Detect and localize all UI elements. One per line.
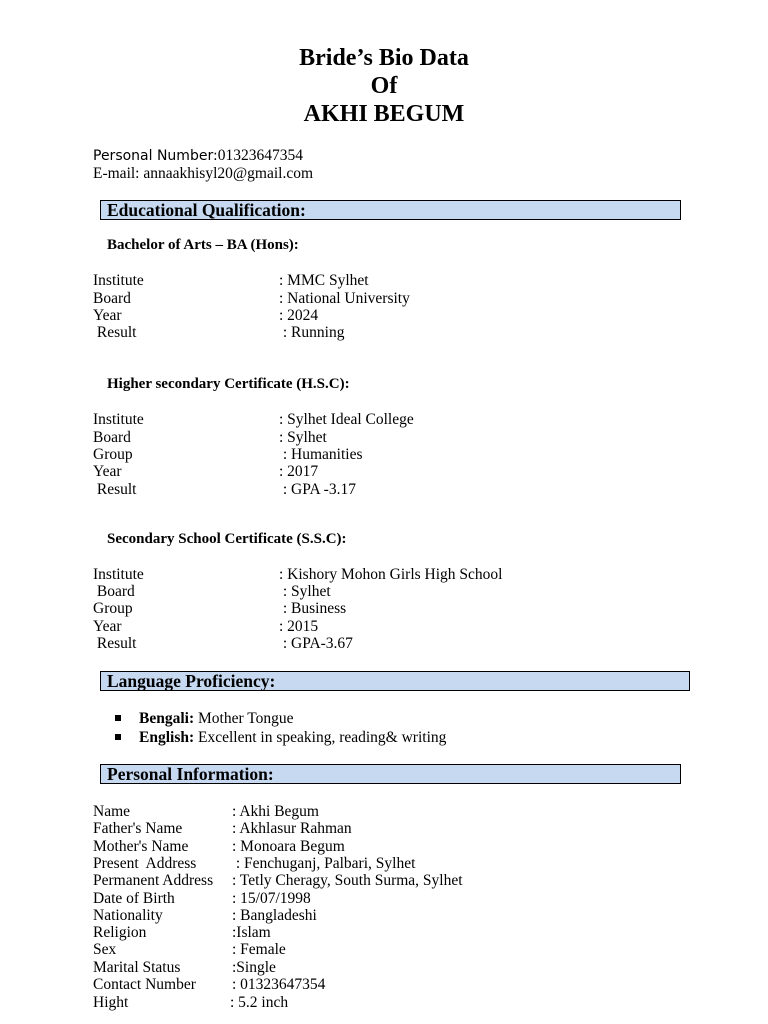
row-key: Institute [93, 272, 144, 289]
row-value: : GPA -3.17 [279, 481, 356, 498]
row-key: Institute [93, 411, 144, 428]
row-value: : Akhlasur Rahman [232, 820, 352, 838]
row-key: Year [93, 463, 122, 480]
email: E-mail: annaakhisyl20@gmail.com [93, 165, 314, 182]
row-value: : 01323647354 [232, 976, 326, 993]
row-key: Group [93, 600, 133, 617]
row-value: : 2024 [279, 307, 319, 324]
row-value: : 2015 [279, 618, 319, 635]
row-key: Present Address [93, 854, 197, 872]
row-value: : Humanities [279, 446, 363, 463]
personal-number-value: 01323647354 [217, 147, 303, 164]
row-key: Contact Number [93, 976, 196, 993]
row-value: : MMC Sylhet [279, 272, 369, 289]
row-value: :Islam [232, 924, 271, 942]
section-language-proficiency: Language Proficiency: [100, 671, 690, 691]
hsc-heading: Higher secondary Certificate (H.S.C): [107, 376, 350, 392]
row-value: : Female [232, 941, 286, 959]
row-value: : 5.2 inch [230, 994, 289, 1011]
row-key: Board [93, 428, 131, 446]
row-key: Year [93, 307, 122, 324]
row-key: Father's Name [93, 820, 183, 838]
row-key: Date of Birth [93, 889, 175, 907]
square-bullet-icon [115, 734, 121, 740]
row-value: : Monoara Begum [232, 837, 345, 855]
row-key: Result [93, 635, 137, 652]
row-key: Result [93, 481, 137, 498]
row-key: Board [93, 583, 135, 600]
row-value: : Sylhet [279, 428, 327, 446]
row-key: Institute [93, 566, 144, 583]
language-label: English: [139, 729, 195, 746]
row-value: : Bangladeshi [232, 906, 317, 924]
row-value: : GPA-3.67 [279, 635, 353, 652]
row-key: Religion [93, 924, 147, 942]
row-key: Group [93, 446, 133, 463]
row-key: Name [93, 803, 131, 820]
section-educational-qualification: Educational Qualification: [100, 200, 681, 220]
personal-number [93, 147, 303, 165]
row-value: : Akhi Begum [232, 803, 319, 820]
row-key: Year [93, 618, 122, 635]
row-value: : National University [279, 289, 410, 307]
row-key: Nationality [93, 906, 163, 924]
row-key: Hight [93, 994, 129, 1011]
row-value: : Sylhet Ideal College [279, 411, 414, 428]
language-label: Bengali: [139, 710, 195, 727]
row-value: : Business [279, 600, 347, 617]
row-key: Marital Status [93, 958, 181, 976]
language-text: Excellent in speaking, reading& writing [194, 729, 447, 746]
row-value: : Sylhet [279, 583, 331, 600]
personal-number-label: Personal Number: [93, 148, 218, 164]
row-value: : Running [279, 324, 345, 341]
ssc-heading: Secondary School Certificate (S.S.C): [107, 531, 347, 547]
language-text: Mother Tongue [194, 710, 294, 727]
row-value: : Tetly Cheragy, South Surma, Sylhet [232, 872, 463, 890]
row-key: Result [93, 324, 137, 341]
row-value: :Single [232, 958, 276, 976]
title-line-3: AKHI BEGUM [303, 101, 465, 127]
row-value: : Kishory Mohon Girls High School [279, 566, 503, 583]
title-line-1: Bride’s Bio Data [299, 45, 469, 71]
row-value: : 15/07/1998 [232, 889, 311, 907]
row-key: Board [93, 289, 131, 307]
ba-heading: Bachelor of Arts – BA (Hons): [107, 237, 299, 253]
row-key: Permanent Address [93, 872, 214, 890]
row-value: : Fenchuganj, Palbari, Sylhet [232, 854, 416, 872]
row-key: Mother's Name [93, 837, 189, 855]
title-line-2: Of [370, 73, 398, 99]
section-personal-information: Personal Information: [100, 764, 681, 784]
row-key: Sex [93, 941, 117, 959]
square-bullet-icon [115, 715, 121, 721]
row-value: : 2017 [279, 463, 319, 480]
